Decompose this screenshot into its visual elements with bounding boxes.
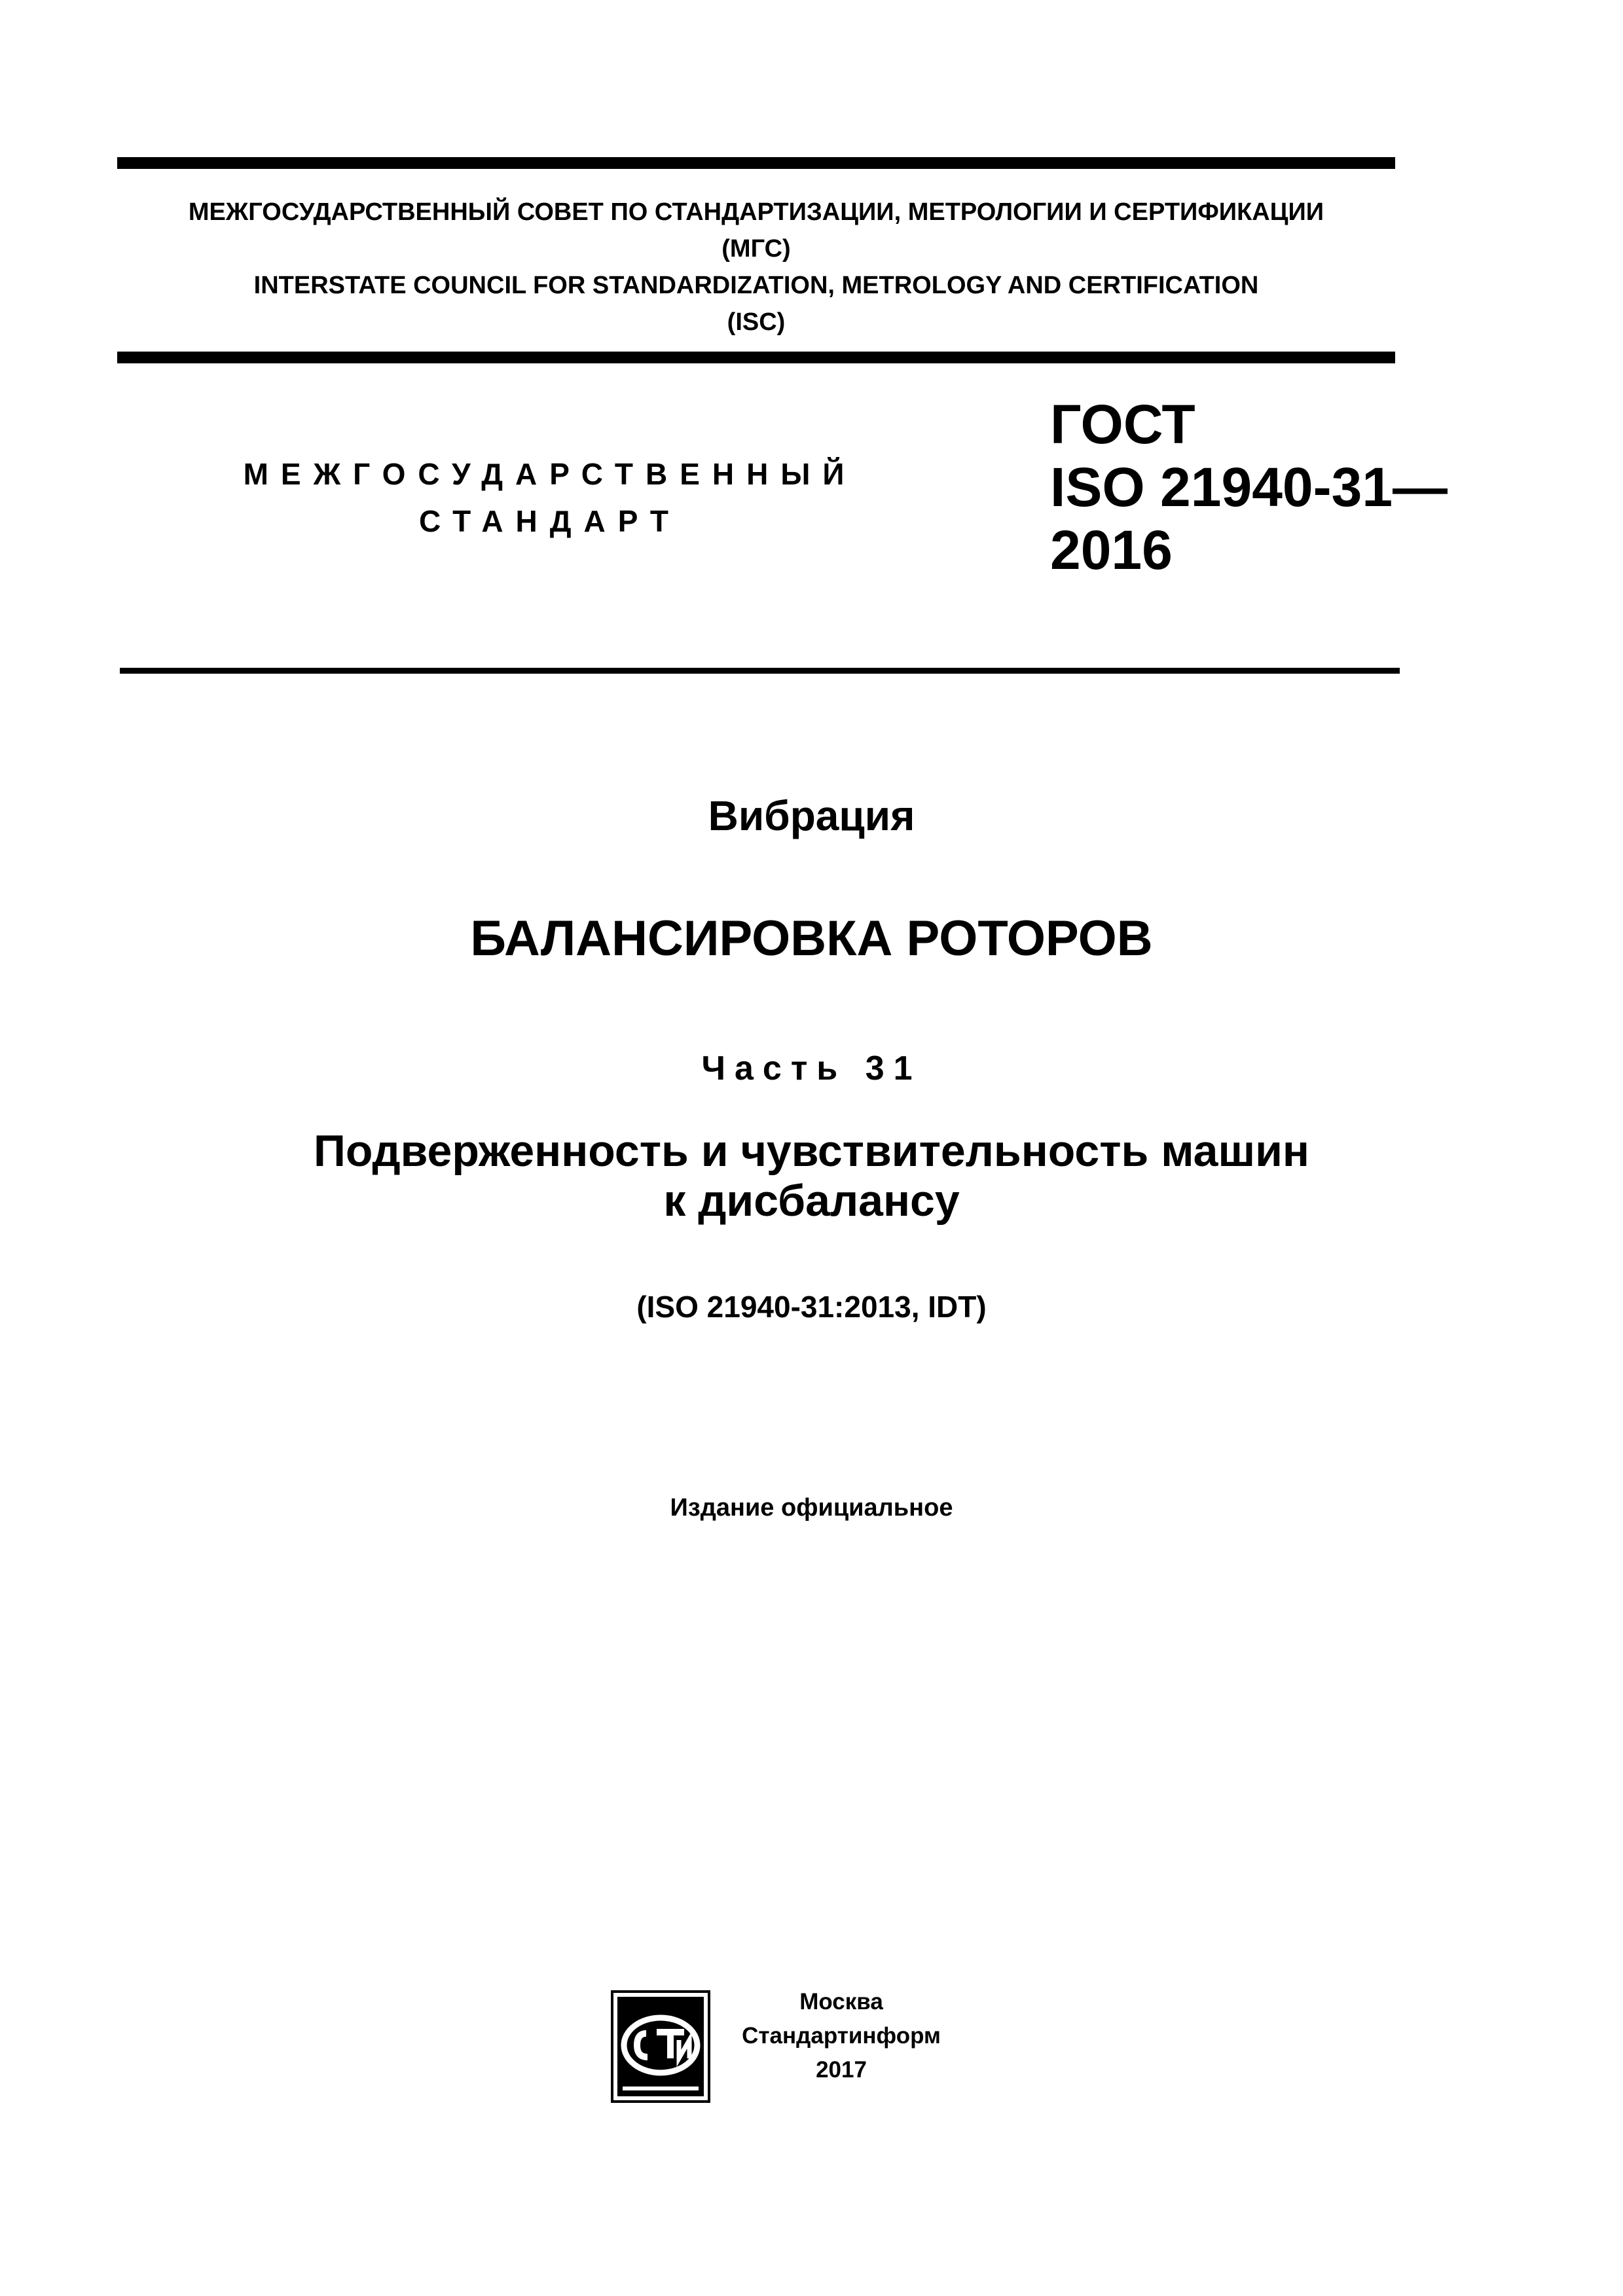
council-abbr-ru: (МГС)	[721, 235, 791, 263]
council-name-ru: МЕЖГОСУДАРСТВЕННЫЙ СОВЕТ ПО СТАНДАРТИЗАЦИИ, МЕТРОЛОГИИ И СЕРТИФИКАЦИИ	[188, 198, 1324, 226]
middle-rule	[117, 352, 1395, 363]
publisher-imprint	[733, 1985, 949, 2087]
gost-designation-line3: 2016	[1050, 519, 1173, 581]
document-part: Часть 31	[701, 1049, 922, 1087]
gost-designation	[1050, 393, 1448, 581]
council-abbr-en: (ISC)	[727, 308, 786, 336]
lower-rule	[120, 668, 1400, 674]
publisher-name: Стандартинформ	[742, 2023, 941, 2049]
document-title: БАЛАНСИРОВКА РОТОРОВ	[470, 911, 1153, 966]
document-reference: (ISO 21940-31:2013, IDT)	[636, 1290, 987, 1324]
top-rule	[117, 157, 1395, 169]
standard-kind-line1: МЕЖГОСУДАРСТВЕННЫЙ	[243, 457, 857, 491]
document-edition: Издание официальное	[670, 1494, 953, 1522]
gost-designation-line1: ГОСТ	[1050, 393, 1195, 455]
document-subtitle-line1: Подверженность и чувствительность машин	[313, 1126, 1310, 1176]
council-name-en: INTERSTATE COUNCIL FOR STANDARDIZATION, METROLOGY AND CERTIFICATION	[253, 272, 1259, 299]
standard-kind-line2: СТАНДАРТ	[419, 504, 681, 538]
council-header	[117, 194, 1395, 340]
document-topic: Вибрация	[708, 792, 915, 839]
document-subtitle	[0, 1126, 1623, 1226]
document-subtitle-line2: к дисбалансу	[663, 1176, 960, 1226]
standard-kind	[223, 450, 877, 545]
publication-year: 2017	[816, 2057, 867, 2083]
publisher-city: Москва	[799, 1989, 883, 2014]
standartinform-logo-icon	[611, 1990, 710, 2103]
gost-designation-line2: ISO 21940-31—	[1050, 456, 1448, 518]
